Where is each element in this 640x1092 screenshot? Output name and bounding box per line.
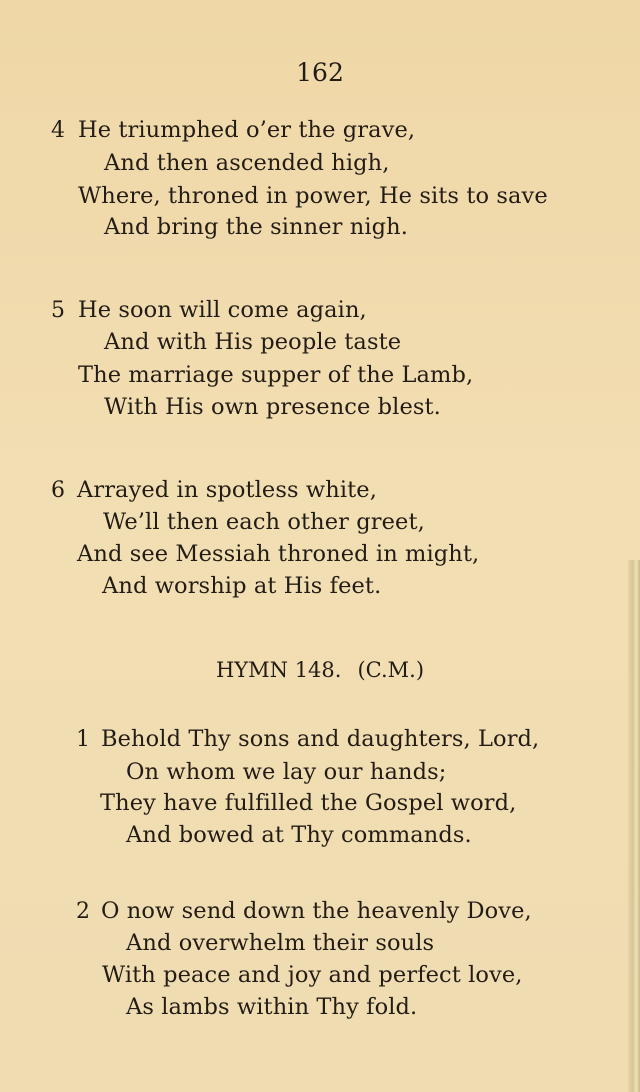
verse-line: He soon will come again,: [78, 297, 367, 323]
verse-line: Where, throned in power, He sits to save: [78, 183, 548, 209]
verse-line: And see Messiah throned in might,: [77, 541, 480, 567]
verse-line: And with His people taste: [104, 329, 402, 355]
verse-number: 2: [76, 899, 90, 924]
page-number: 162: [296, 58, 344, 87]
verse-line: And worship at His feet.: [102, 573, 382, 599]
verse-line: With peace and joy and perfect love,: [102, 962, 523, 988]
verse-line: And bowed at Thy commands.: [126, 822, 472, 848]
verse-number: 6: [51, 478, 65, 503]
verse-line: And bring the sinner nigh.: [104, 214, 408, 240]
verse-line: And then ascended high,: [104, 150, 390, 176]
verse-line: As lambs within Thy fold.: [126, 994, 418, 1020]
hymn-title: [0, 658, 640, 682]
verse-line: He triumphed o’er the grave,: [78, 117, 416, 143]
hymn-number: HYMN 148.: [215, 658, 342, 682]
verse-line: With His own presence blest.: [104, 394, 441, 420]
verse-line: The marriage supper of the Lamb,: [78, 362, 474, 388]
verse-number: 5: [51, 298, 65, 323]
verse-line: Arrayed in spotless white,: [77, 477, 377, 503]
verse-line: Behold Thy sons and daughters, Lord,: [101, 726, 540, 752]
verse-line: O now send down the heavenly Dove,: [101, 898, 532, 924]
hymn-meter: (C.M.): [357, 658, 425, 682]
verse-line: We’ll then each other greet,: [103, 509, 425, 535]
page-edge: [628, 560, 640, 1092]
verse-line: On whom we lay our hands;: [126, 759, 447, 785]
verse-number: 1: [76, 727, 90, 752]
verse-line: They have fulfilled the Gospel word,: [100, 790, 517, 816]
verse-number: 4: [51, 118, 65, 143]
verse-line: And overwhelm their souls: [126, 930, 435, 956]
